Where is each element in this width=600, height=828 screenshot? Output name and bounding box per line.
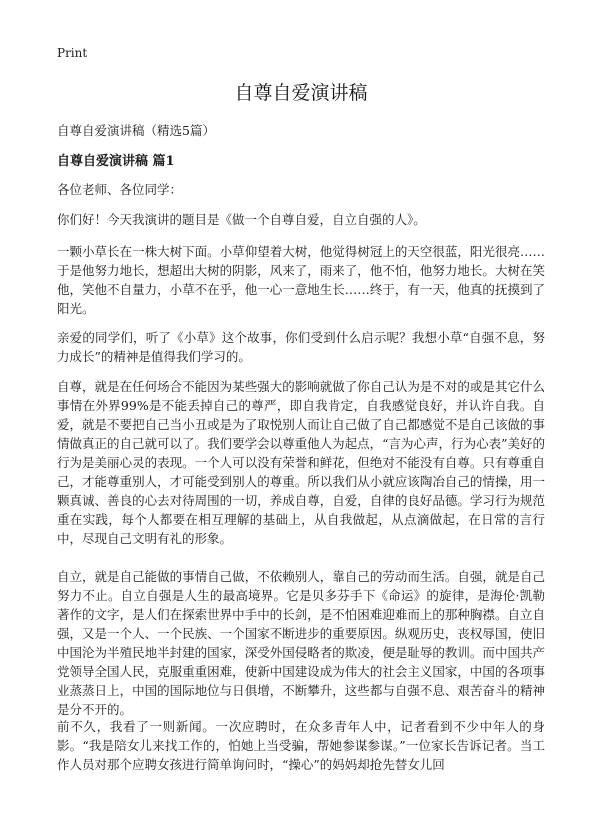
paragraph-greeting: 各位老师、各位同学： <box>57 182 183 197</box>
document-subtitle: 自尊自爱演讲稿（精选5篇） <box>57 123 215 138</box>
paragraph-self-reliance: 自立，就是自己能做的事情自己做，不依赖别人，靠自己的劳动而生活。自强，就是自己努力不止。自立自强是人生的最高境界。它是贝多芬手下《命运》的旋律，是海伦·凯勒著作的文字，是人们在探索世界中手中的长剑，是不怕困难迎难而上的那种胸襟。自立自强，又是一个人、一个民族、一个国家不断进步的重要原因。纵观历史，丧权辱国，使旧中国沦为半殖民地半封建的国家，深受外国侵略者的欺凌，便是耻辱的教训。而中国共产党领导全国人民，克服重重困难，使新中国建设成为伟大的社会主义国家，中国的各项事业蒸蒸日上，中国的国际地位与日俱增，不断攀升，这些都与自强不息、艰苦奋斗的精神是分不开的。 <box>57 569 545 717</box>
paragraph-lesson: 亲爱的同学们，听了《小草》这个故事，你们受到什么启示呢？我想小草“自强不息，努力成长”的精神是值得我们学习的。 <box>57 330 545 364</box>
section-heading: 自尊自爱演讲稿 篇1 <box>57 154 175 169</box>
paragraph-intro: 你们好！今天我演讲的题目是《做一个自尊自爱，自立自强的人》。 <box>57 212 426 227</box>
paragraph-story: 一颗小草长在一株大树下面。小草仰望着大树，他觉得树冠上的天空很蓝，阳光很亮……于是他努力地长，想超出大树的阴影，风来了，雨来了，他不怕，他努力地长。大树在笑他，笑他不自量力，小草不在乎，他一心一意地生长……终于，有一天，他真的抚摸到了阳光。 <box>57 244 545 316</box>
print-link[interactable]: Print <box>57 46 88 60</box>
page-title: 自尊自爱演讲稿 <box>234 82 368 104</box>
paragraph-news: 前不久，我看了一则新闻。一次应聘时，在众多青年人中，记者看到不少中年人的身影。“我是陪女儿来找工作的，怕她上当受骗，帮她参谋参谋。”一位家长告诉记者。当工作人员对那个应聘女孩进行简单询问时，“操心”的妈妈却抢先替女儿回 <box>57 719 545 772</box>
paragraph-self-respect: 自尊，就是在任何场合不能因为某些强大的影响就做了你自己认为是不对的或是其它什么事情在外界99%是不能丢掉自己的尊严，即自我肯定，自我感觉良好，并认许自我。自爱，就是不要把自己当小丑或是为了取悦别人而让自己做了自己都感觉不是自己该做的事情做真正的自己就可以了。我们要学会以尊重他人为起点，“言为心声，行为心表”美好的行为是美丽心灵的表现。一个人可以没有荣誉和鲜花，但绝对不能没有自尊。只有尊重自己，才能尊重别人，才可能受到别人的尊重。所以我们从小就应该陶冶自己的情操，用一颗真诚、善良的心去对待周围的一切，养成自尊，自爱，自律的良好品德。学习行为规范重在实践，每个人都要在相互理解的基础上，从自我做起，从点滴做起，在日常的言行中，尽现自己文明有礼的形象。 <box>57 379 545 546</box>
